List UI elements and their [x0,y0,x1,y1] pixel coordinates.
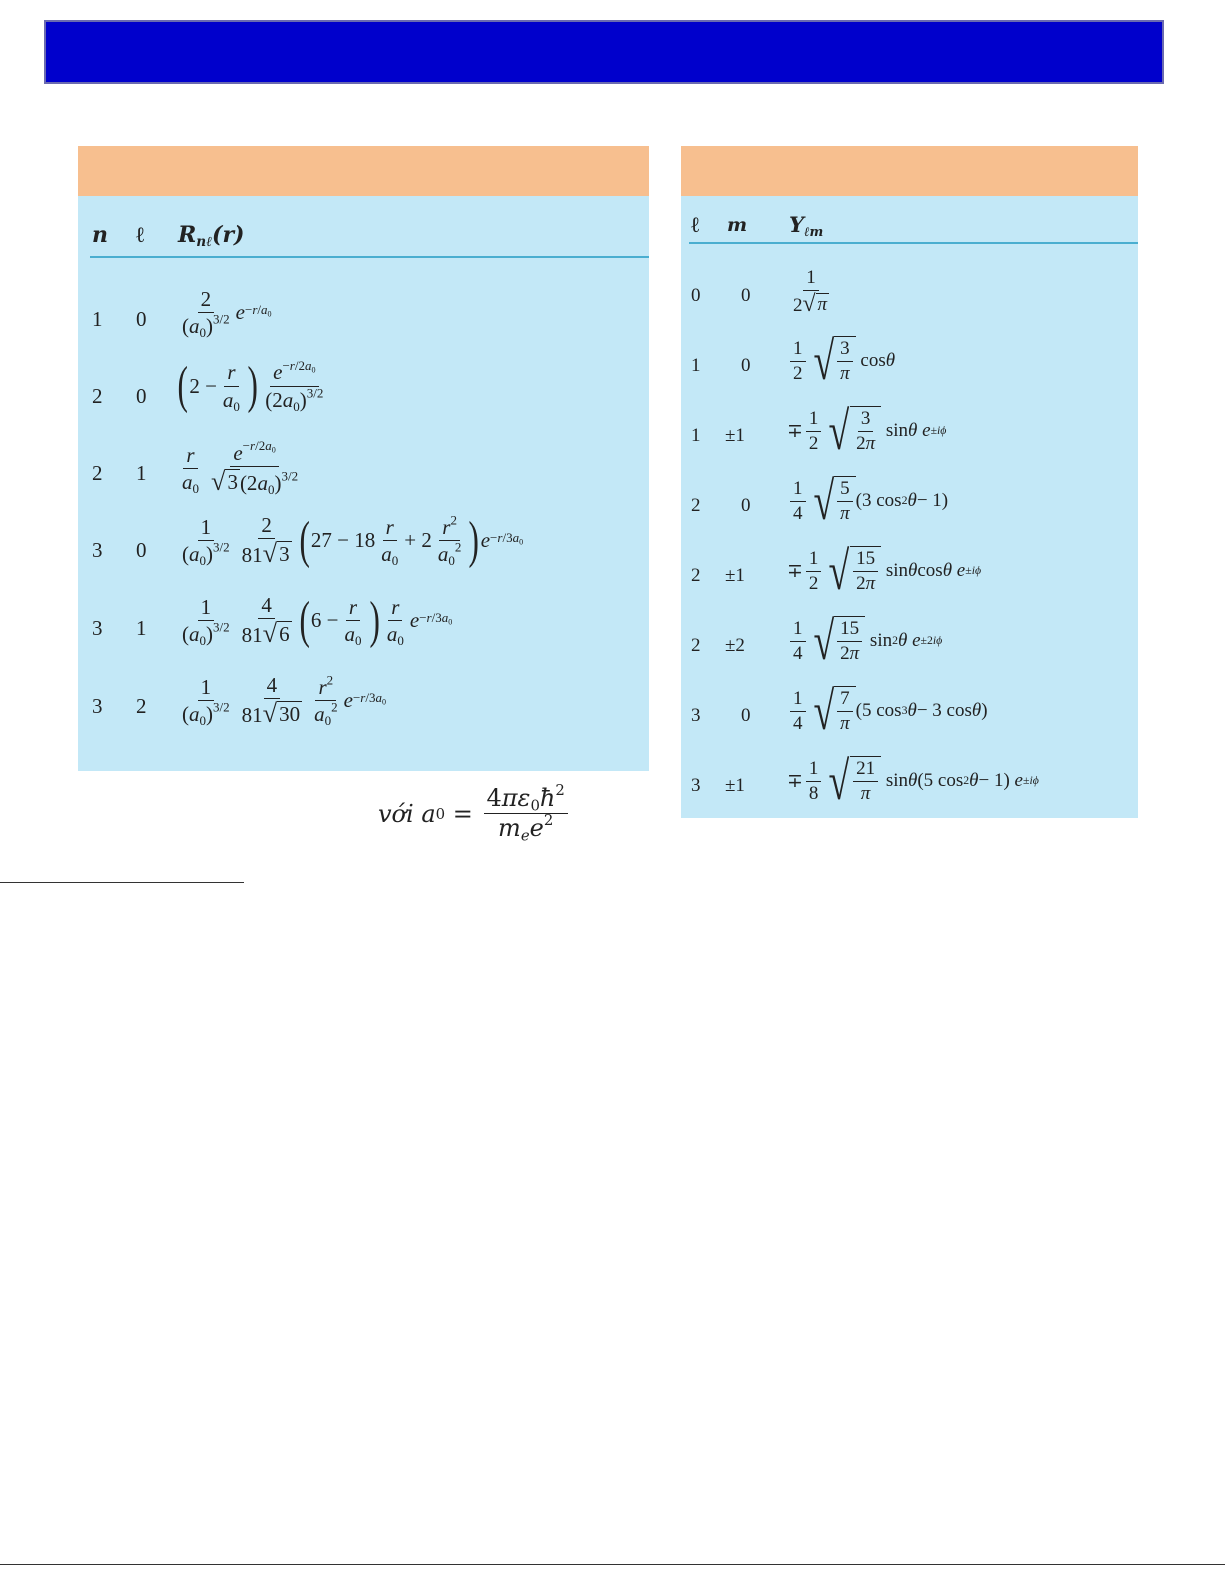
angular-row-4-l: 2 [691,495,701,516]
radial-table-header-band [78,146,649,196]
note-prefix: với [378,799,414,828]
radial-row-4-l: 0 [136,538,147,562]
angular-row-7-l: 3 [691,705,701,726]
angular-row-1-formula: 1 2 √ π [793,267,828,317]
radial-row-6-n: 3 [92,694,103,718]
angular-row-6-formula: 1 4 √ $\frac{15}{2\pi}$ sin 2 θ e ±2iϕ [787,614,942,668]
footnote-divider [0,882,244,883]
radial-row-5-l: 1 [136,616,147,640]
angular-row-6-m: ±2 [725,635,745,656]
radial-row-3-n: 2 [92,461,103,485]
radial-row-3-formula: r $a_0$ $e^{-r/2a_0}$ √ 3 $(2a_0)^{3/2}$ [182,438,299,497]
angular-row-4-formula: 1 4 √ $\frac{5}{\pi}$ (3 cos 2 θ − 1) [787,474,948,528]
angular-row-4-m: 0 [741,495,751,516]
angular-row-7-m: 0 [741,705,751,726]
radial-row-6-l: 2 [136,694,147,718]
angular-table-header-band [681,146,1138,196]
angular-row-8-l: 3 [691,775,701,796]
angular-row-2-formula: 1 2 √ $\frac{3}{\pi}$ cos θ [787,334,895,388]
radial-row-4-n: 3 [92,538,103,562]
radial-table [78,196,649,771]
angular-row-8-m: ±1 [725,775,745,796]
radial-row-1-l: 0 [136,307,147,331]
radial-row-3-l: 1 [136,461,147,485]
radial-row-4-formula: 1 $(a_0)^{3/2}$ 2 81 √ 3 ( 27 − 18 r $a_0$ + 2 $r^2$ $a_0^2$ ) e $-r/3a_0$ [182,511,524,569]
radial-row-1-n: 1 [92,307,103,331]
col-n-header: n [92,222,108,248]
radial-row-6-formula: 1 $(a_0)^{3/2}$ 4 81 √ 30 $r^2$ $a_0^2$ e $-r/3a_0$ [182,672,387,729]
col-m-header: m [727,214,748,236]
col-R-header: $R_{n\ell}(r)$ [178,222,245,251]
radial-row-2-l: 0 [136,384,147,408]
angular-row-2-l: 1 [691,355,701,376]
radial-row-1-formula: 2 $(a_0)^{3/2}$ e $-r/a_0$ [182,287,272,340]
col-l-header: ℓ [136,222,145,248]
angular-row-5-l: 2 [691,565,701,586]
angular-row-1-l: 0 [691,285,701,306]
angular-row-6-l: 2 [691,635,701,656]
angular-row-5-m: ±1 [725,565,745,586]
radial-row-5-formula: 1 $(a_0)^{3/2}$ 4 81 √ 6 ( 6 − r $a_0$ ) r $a_0$ e $-r/3a_0$ [182,591,453,649]
angular-row-8-formula: ∓ 1 8 √ $\frac{21}{\pi}$ sin θ (5 cos 2 θ − 1) e ±iϕ [787,751,1039,811]
angular-row-7-formula: 1 4 √ $\frac{7}{\pi}$ (5 cos 3 θ − 3 cos θ ) [787,684,988,738]
angular-row-2-m: 0 [741,355,751,376]
radial-row-2-n: 2 [92,384,103,408]
col-Y-header: $Y_{\ell m}$ [789,212,824,240]
angular-row-3-formula: ∓ 1 2 √ $\frac{3}{2\pi}$ sin θ e ±iϕ [787,401,947,461]
angular-row-3-m: ±1 [725,425,745,446]
angular-row-5-formula: ∓ 1 2 √ $\frac{15}{2\pi}$ sin θ cos θ e ±iϕ [787,541,982,601]
radial-row-2-formula: ( 2 − r $a_0$ ) $e^{-r/2a_0}$ $(2a_0)^{3/2}$ [177,357,324,414]
col-l-header: ℓ [691,212,700,238]
bohr-radius-definition: với a 0 = $4\pi\varepsilon_0ħ^2$ $m_ee^2$ [378,786,571,841]
angular-table [681,196,1138,818]
header-rule [689,242,1138,244]
page-bottom-rule [0,1564,1225,1565]
angular-row-3-l: 1 [691,425,701,446]
angular-row-1-m: 0 [741,285,751,306]
header-rule [90,256,649,258]
title-banner [44,20,1164,84]
radial-row-5-n: 3 [92,616,103,640]
